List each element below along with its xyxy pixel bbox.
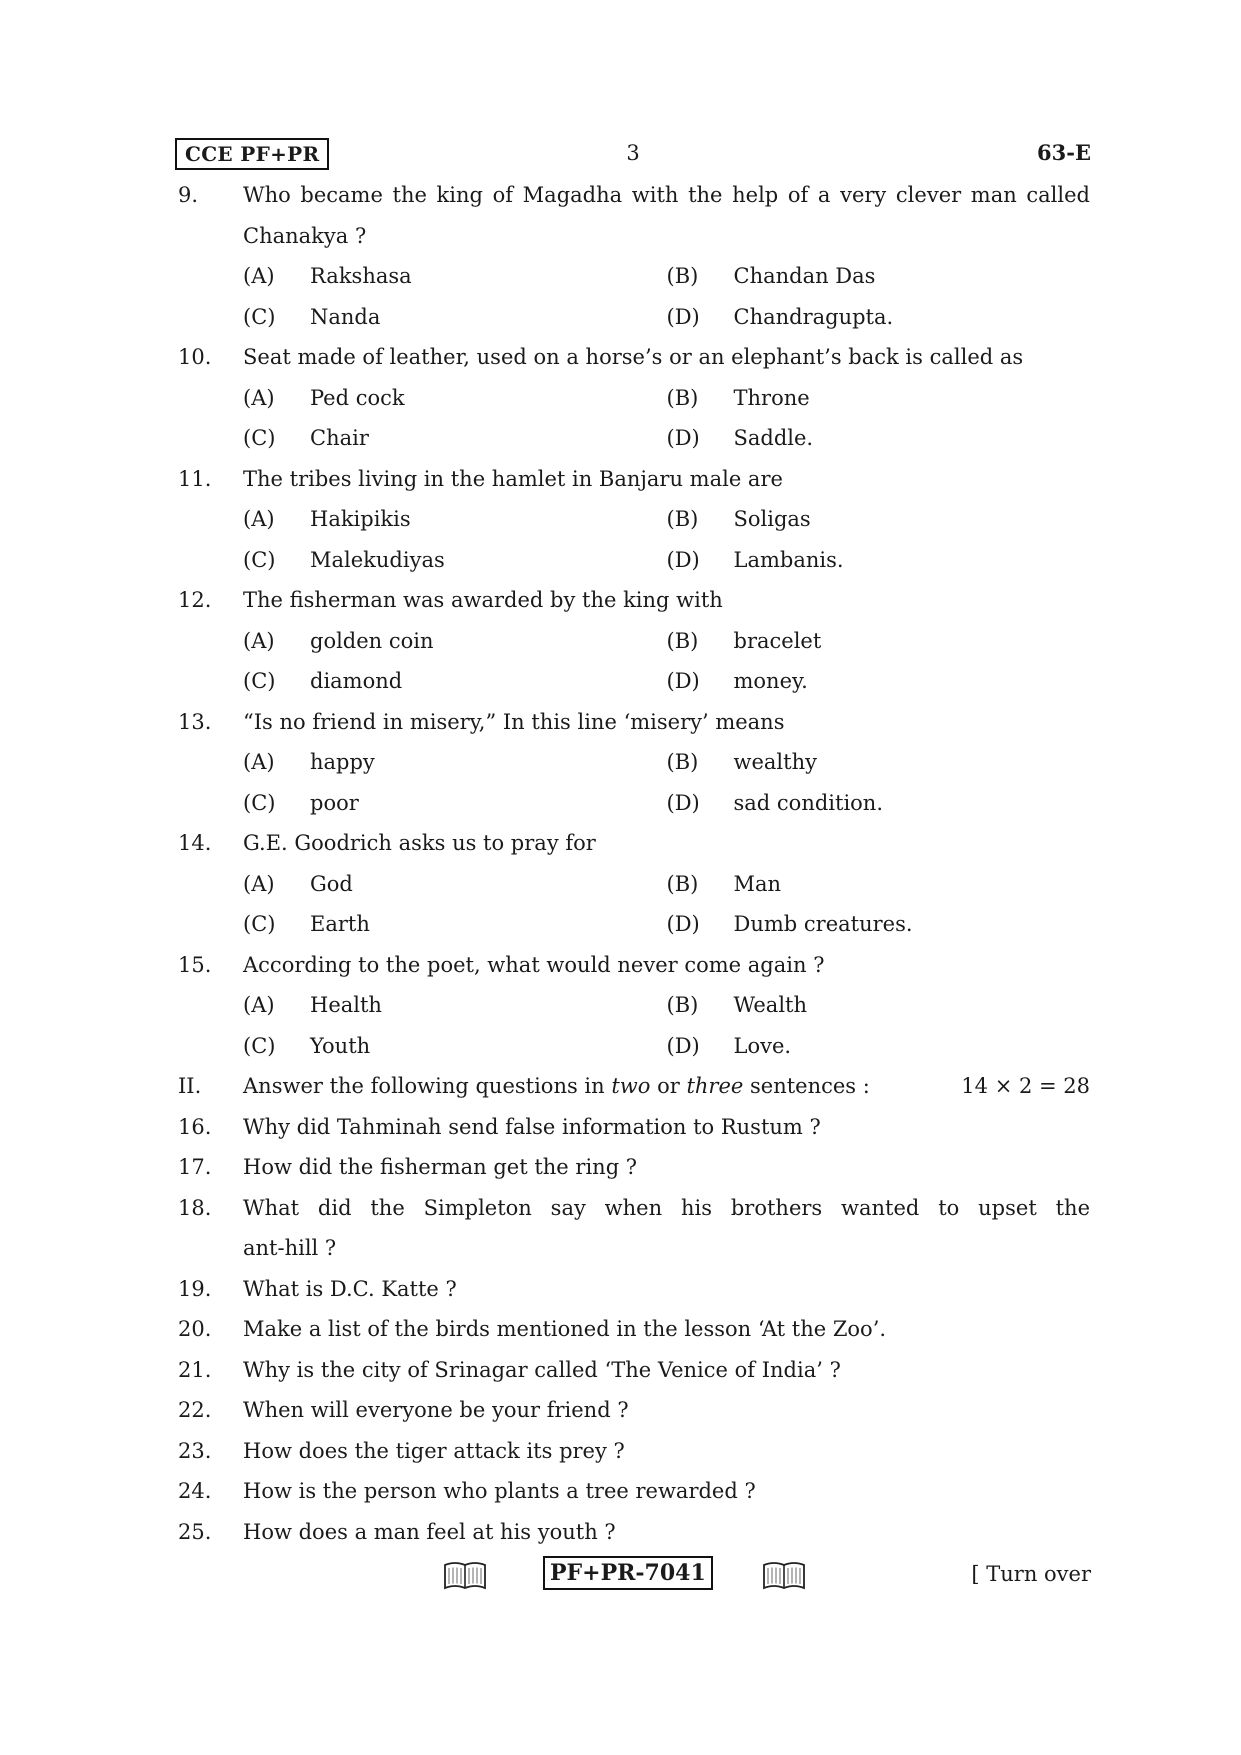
option-label: (A) <box>243 871 275 896</box>
options-row <box>178 742 1090 783</box>
option-text: Soligas <box>733 507 811 531</box>
option-b <box>667 742 1091 783</box>
question-text: Why did Tahminah send false information to Rustum ? <box>243 1114 821 1139</box>
options-row <box>178 661 1090 702</box>
option-text: Ped cock <box>310 385 405 410</box>
question-text: Chanakya ? <box>243 223 367 248</box>
instruction-emphasis: two <box>611 1074 651 1098</box>
instruction-part: Answer the following questions in <box>243 1074 612 1098</box>
question-text: Who became the king of Magadha with the help of a very clever man called <box>243 183 1090 207</box>
question-text: What is D.C. Katte ? <box>243 1276 457 1301</box>
question-text: How does the tiger attack its prey ? <box>243 1438 625 1463</box>
option-label: (D) <box>666 304 700 329</box>
option-c <box>243 540 667 581</box>
page-number: 3 <box>626 141 640 165</box>
option-label: (B) <box>666 264 699 288</box>
option-label: (B) <box>666 871 699 896</box>
option-d <box>667 783 1091 824</box>
question-number: 18. <box>178 1195 212 1220</box>
question-number: 22. <box>178 1398 212 1422</box>
option-label: (A) <box>243 507 275 531</box>
option-text: Rakshasa <box>310 264 412 288</box>
option-text: Health <box>310 993 382 1017</box>
option-label: (B) <box>666 385 699 410</box>
question-content <box>178 175 1090 1552</box>
question-24 <box>178 1471 1090 1512</box>
question-12 <box>178 580 1090 621</box>
option-text: Lambanis. <box>733 547 844 572</box>
instruction-part: or <box>650 1074 687 1098</box>
option-label: (A) <box>243 385 275 410</box>
section-ii-heading <box>178 1066 1090 1107</box>
question-25 <box>178 1512 1090 1553</box>
question-number: 16. <box>178 1114 212 1139</box>
question-13 <box>178 702 1090 743</box>
question-number: 24. <box>178 1479 212 1503</box>
option-c <box>243 661 667 702</box>
option-b <box>667 864 1091 905</box>
question-9-continued <box>178 216 1090 257</box>
option-text: Dumb creatures. <box>733 912 913 936</box>
section-number: II. <box>178 1074 202 1098</box>
option-text: bracelet <box>733 628 822 653</box>
options-row <box>178 985 1090 1026</box>
options-row <box>178 297 1090 338</box>
option-text: poor <box>310 790 359 815</box>
question-number: 15. <box>178 952 212 977</box>
option-b <box>667 499 1091 540</box>
exam-box-label: CCE PF+PR <box>175 138 329 170</box>
question-number: 25. <box>178 1519 212 1544</box>
question-text: According to the poet, what would never come again ? <box>243 952 825 977</box>
page-footer <box>175 1555 1091 1595</box>
question-18 <box>178 1188 1090 1229</box>
option-label: (C) <box>243 547 276 572</box>
option-c <box>243 783 667 824</box>
options-row <box>178 621 1090 662</box>
option-c <box>243 1026 667 1067</box>
question-19 <box>178 1269 1090 1310</box>
option-label: (B) <box>666 993 699 1017</box>
option-a <box>243 378 667 419</box>
option-a <box>243 985 667 1026</box>
option-a <box>243 742 667 783</box>
section-marks: 14 × 2 = 28 <box>961 1074 1090 1098</box>
option-label: (B) <box>666 750 699 774</box>
option-label: (D) <box>666 426 700 450</box>
option-c <box>243 904 667 945</box>
question-text: Make a list of the birds mentioned in the lesson ‘At the Zoo’. <box>243 1317 887 1341</box>
option-label: (D) <box>666 547 700 572</box>
question-number: 19. <box>178 1276 212 1301</box>
question-16 <box>178 1107 1090 1148</box>
option-label: (C) <box>243 912 276 936</box>
question-11 <box>178 459 1090 500</box>
option-b <box>667 985 1091 1026</box>
option-label: (A) <box>243 750 275 774</box>
option-label: (C) <box>243 790 276 815</box>
options-row <box>178 783 1090 824</box>
question-text: “Is no friend in misery,” In this line ‘misery’ means <box>243 709 785 734</box>
question-text: The tribes living in the hamlet in Banjaru male are <box>243 466 783 491</box>
question-14 <box>178 823 1090 864</box>
question-10 <box>178 337 1090 378</box>
option-label: (D) <box>666 790 700 815</box>
footer-paper-code: PF+PR-7041 <box>543 1556 713 1590</box>
option-text: Chandan Das <box>733 264 876 288</box>
option-label: (B) <box>666 507 699 531</box>
section-instruction <box>243 1066 961 1107</box>
option-text: Chandragupta. <box>733 304 894 329</box>
option-text: sad condition. <box>733 790 884 815</box>
question-22 <box>178 1390 1090 1431</box>
question-number: 21. <box>178 1357 212 1382</box>
question-21 <box>178 1350 1090 1391</box>
option-text: golden coin <box>310 628 434 653</box>
option-text: Youth <box>310 1033 371 1058</box>
option-text: Man <box>733 871 782 896</box>
options-row <box>178 540 1090 581</box>
option-a <box>243 256 667 297</box>
question-text: When will everyone be your friend ? <box>243 1398 629 1422</box>
option-label: (D) <box>666 1033 700 1058</box>
question-17 <box>178 1147 1090 1188</box>
instruction-emphasis: three <box>686 1074 744 1098</box>
option-d <box>667 297 1091 338</box>
option-label: (C) <box>243 669 276 693</box>
option-c <box>243 297 667 338</box>
options-row <box>178 378 1090 419</box>
question-text: Why is the city of Srinagar called ‘The Venice of India’ ? <box>243 1357 841 1382</box>
option-text: Malekudiyas <box>310 547 445 572</box>
option-b <box>667 621 1091 662</box>
option-d <box>667 1026 1091 1067</box>
option-text: Wealth <box>733 993 807 1017</box>
option-label: (A) <box>243 993 275 1017</box>
question-23 <box>178 1431 1090 1472</box>
question-number: 12. <box>178 588 212 612</box>
option-label: (C) <box>243 304 276 329</box>
question-number: 20. <box>178 1317 212 1341</box>
question-text: Seat made of leather, used on a horse’s or an elephant’s back is called as <box>243 345 1024 369</box>
question-number: 13. <box>178 709 212 734</box>
option-text: Throne <box>733 385 810 410</box>
option-label: (D) <box>666 912 700 936</box>
option-label: (A) <box>243 264 275 288</box>
option-text: Love. <box>733 1033 792 1058</box>
options-row <box>178 499 1090 540</box>
options-row <box>178 904 1090 945</box>
option-text: God <box>310 871 353 896</box>
option-b <box>667 378 1091 419</box>
question-text: How did the fisherman get the ring ? <box>243 1155 638 1179</box>
option-a <box>243 499 667 540</box>
option-label: (C) <box>243 1033 276 1058</box>
question-text: How does a man feel at his youth ? <box>243 1519 616 1544</box>
question-number: 10. <box>178 345 212 369</box>
options-row <box>178 1026 1090 1067</box>
question-text: What did the Simpleton say when his brothers wanted to upset the <box>243 1195 1090 1220</box>
option-label: (C) <box>243 426 276 450</box>
option-text: Earth <box>310 912 370 936</box>
question-number: 11. <box>178 466 212 491</box>
page-header <box>175 138 1091 172</box>
options-row <box>178 864 1090 905</box>
question-text: G.E. Goodrich asks us to pray for <box>243 831 596 855</box>
question-number: 17. <box>178 1155 212 1179</box>
option-b <box>667 256 1091 297</box>
open-book-icon <box>762 1561 806 1591</box>
option-text: Chair <box>310 426 369 450</box>
option-a <box>243 621 667 662</box>
option-d <box>667 661 1091 702</box>
option-text: wealthy <box>733 750 817 774</box>
option-label: (A) <box>243 628 275 653</box>
option-text: money. <box>733 669 808 693</box>
option-text: Nanda <box>310 304 381 329</box>
option-d <box>667 904 1091 945</box>
option-d <box>667 418 1091 459</box>
question-number: 23. <box>178 1438 212 1463</box>
option-d <box>667 540 1091 581</box>
question-number: 14. <box>178 831 212 855</box>
question-text: How is the person who plants a tree rewarded ? <box>243 1479 756 1503</box>
open-book-icon <box>443 1561 487 1591</box>
paper-code: 63-E <box>1037 140 1091 165</box>
option-text: diamond <box>310 669 403 693</box>
question-9 <box>178 175 1090 216</box>
question-20 <box>178 1309 1090 1350</box>
option-label: (B) <box>666 628 699 653</box>
question-number: 9. <box>178 183 199 207</box>
question-15 <box>178 945 1090 986</box>
instruction-part: sentences : <box>743 1074 870 1098</box>
question-text: The fisherman was awarded by the king with <box>243 588 723 612</box>
question-18-continued <box>178 1228 1090 1269</box>
option-text: Saddle. <box>733 426 814 450</box>
option-text: Hakipikis <box>310 507 411 531</box>
options-row <box>178 256 1090 297</box>
options-row <box>178 418 1090 459</box>
option-c <box>243 418 667 459</box>
option-text: happy <box>310 750 375 774</box>
question-text: ant-hill ? <box>243 1236 337 1260</box>
option-a <box>243 864 667 905</box>
turn-over-note: [ Turn over <box>971 1562 1091 1586</box>
option-label: (D) <box>666 669 700 693</box>
